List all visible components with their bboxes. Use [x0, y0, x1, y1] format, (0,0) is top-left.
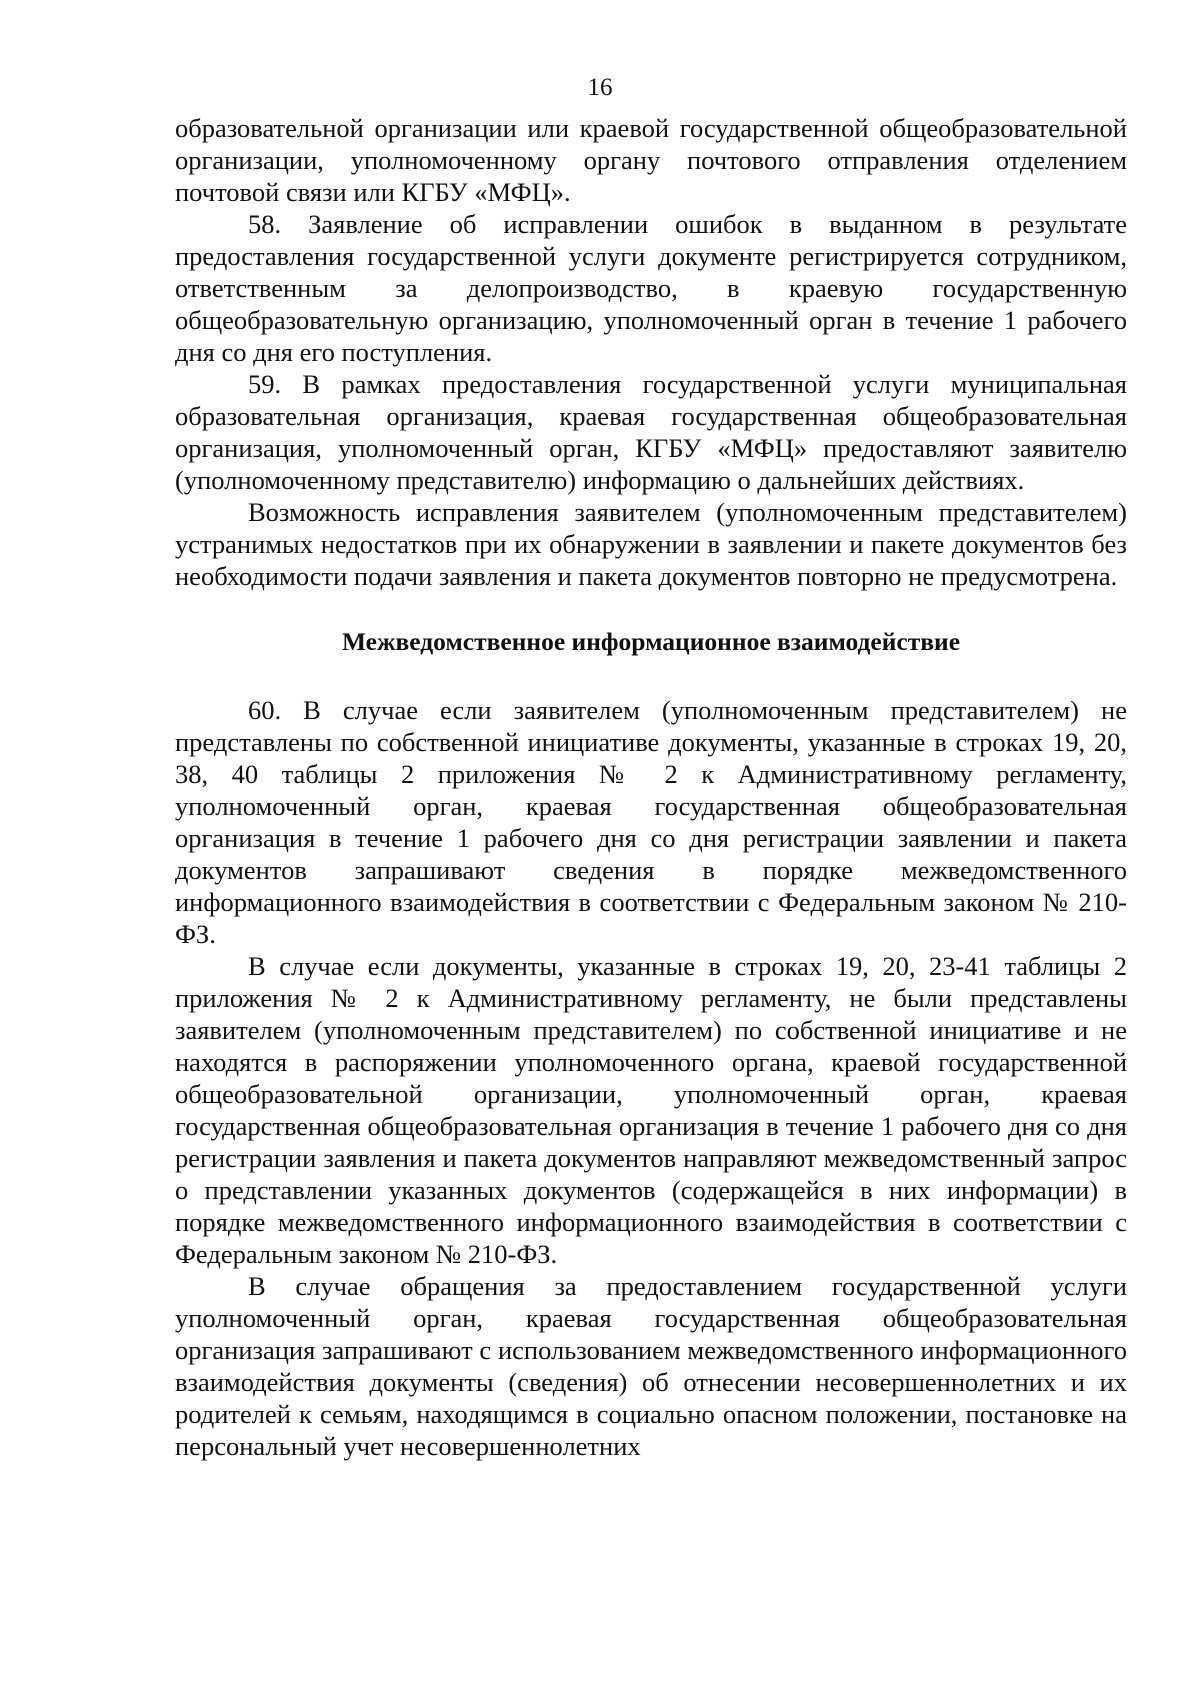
- document-body: [175, 112, 1127, 1462]
- paragraph-continuation: образовательной организации или краевой государственной общеобразовательной организации, уполномоченному органу почтового отправления отделением почтовой связи или КГБУ «МФЦ».: [175, 113, 1127, 207]
- paragraph-58: 58. Заявление об исправлении ошибок в выданном в результате предоставления государственной услуги документе регистрируется сотрудником, ответственным за делопроизводство, в краевую государственную общеобразовательную организацию, уполномоченный орган в течение 1 рабочего дня со дня его поступления.: [175, 209, 1127, 367]
- paragraph-59: 59. В рамках предоставления государственной услуги муниципальная образовательная организация, краевая государственная общеобразовательная организация, уполномоченный орган, КГБУ «МФЦ» предоставляют заявителю (уполномоченному представителю) информацию о дальнейших действиях.: [175, 369, 1127, 495]
- paragraph-social-risk-request: В случае обращения за предоставлением государственной услуги уполномоченный орган, краевая государственная общеобразовательная организация запрашивают с использованием межведомственного информационного взаимодействия документы (сведения) об отнесении несовершеннолетних и их родителей к семьям, находящимся в социально опасном положении, постановке на персональный учет несовершеннолетних: [175, 1271, 1127, 1461]
- paragraph-interagency-request: В случае если документы, указанные в строках 19, 20, 23-41 таблицы 2 приложения № 2 к Административному регламенту, не были представлены заявителем (уполномоченным представителем) по собственной инициативе и не находятся в распоряжении уполномоченного органа, краевой государственной общеобразовательной организации, уполномоченный орган, краевая государственная общеобразовательная организация в течение 1 рабочего дня со дня регистрации заявления и пакета документов направляют межведомственный запрос о представлении указанных документов (содержащейся в них информации) в порядке межведомственного информационного взаимодействия в соответствии с Федеральным законом № 210-ФЗ.: [175, 951, 1127, 1269]
- paragraph-correction-possibility: Возможность исправления заявителем (уполномоченным представителем) устранимых недостатков при их обнаружении в заявлении и пакете документов без необходимости подачи заявления и пакета документов повторно не предусмотрена.: [175, 497, 1127, 591]
- paragraph-60: 60. В случае если заявителем (уполномоченным представителем) не представлены по собственной инициативе документы, указанные в строках 19, 20, 38, 40 таблицы 2 приложения № 2 к Административному регламенту, уполномоченный орган, краевая государственная общеобразовательная организация в течение 1 рабочего дня со дня регистрации заявлении и пакета документов запрашивают сведения в порядке межведомственного информационного взаимодействия в соответствии с Федеральным законом № 210-ФЗ.: [175, 695, 1127, 949]
- section-heading: Межведомственное информационное взаимодействие: [341, 627, 961, 656]
- page-number: 16: [587, 74, 613, 101]
